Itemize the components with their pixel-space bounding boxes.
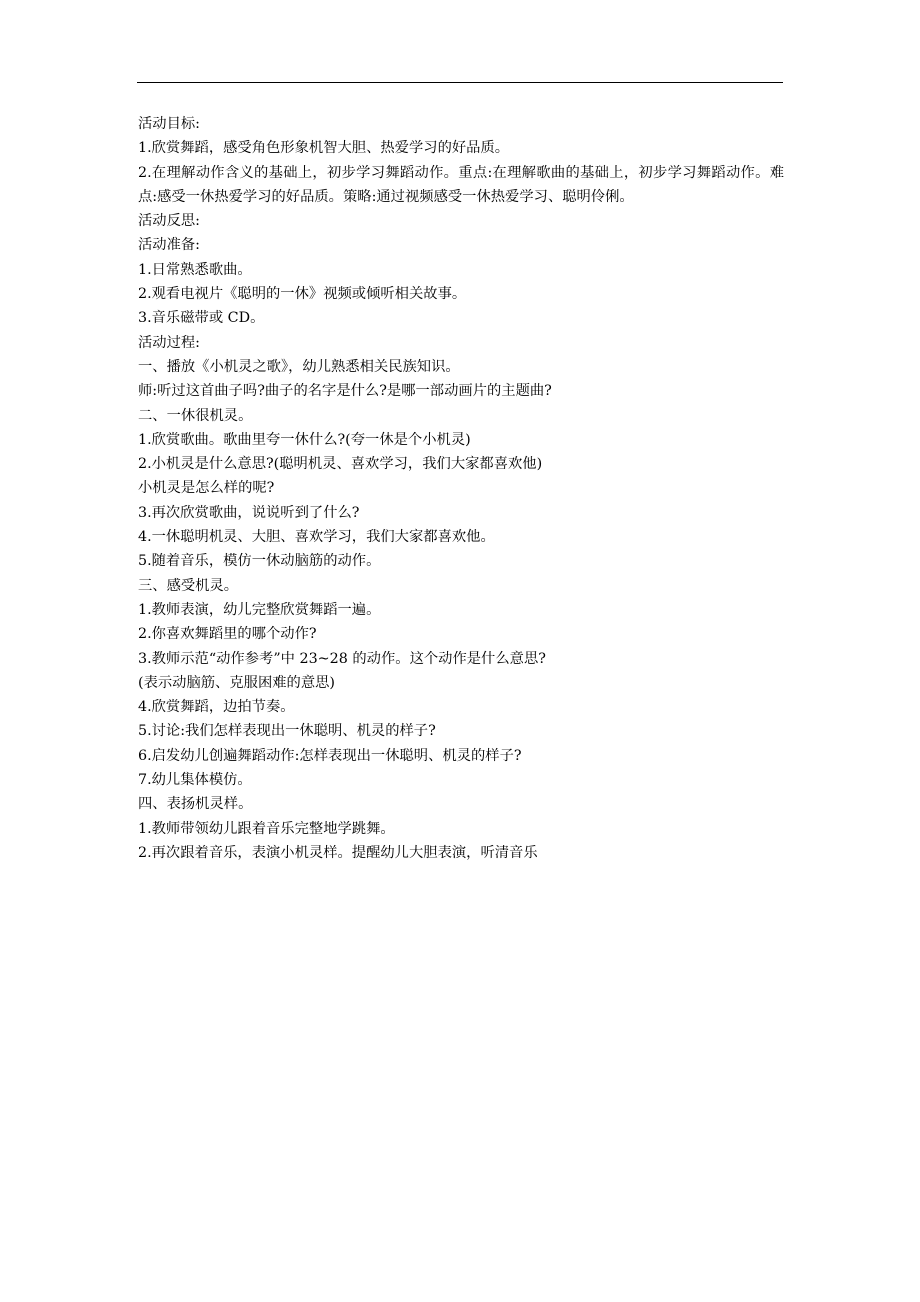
process-step-2-item-2b: 小机灵是怎么样的呢? [138, 480, 275, 497]
section-heading-reflection: 活动反思: [138, 213, 201, 230]
process-step-3-heading: 三、感受机灵。 [138, 577, 239, 594]
section-heading-goals: 活动目标: [138, 116, 201, 132]
preparation-item-3: 3.音乐磁带或 CD。 [138, 310, 265, 327]
process-step-3-item-1: 1.教师表演，幼儿完整欣赏舞蹈一遍。 [138, 601, 381, 618]
process-step-2-item-3: 3.再次欣赏歌曲，说说听到了什么? [138, 504, 360, 521]
process-step-2-item-4: 4.一休聪明机灵、大胆、喜欢学习，我们大家都喜欢他。 [138, 529, 495, 546]
process-step-3-item-6: 6.启发幼儿创遍舞蹈动作:怎样表现出一休聪明、机灵的样子? [138, 747, 522, 764]
section-heading-process: 活动过程: [138, 334, 201, 351]
process-step-3-item-4: 4.欣赏舞蹈，边拍节奏。 [138, 699, 295, 716]
process-step-4-item-1: 1.教师带领幼儿跟着音乐完整地学跳舞。 [138, 820, 395, 837]
process-step-1-text: 师:听过这首曲子吗?曲子的名字是什么?是哪一部动画片的主题曲? [138, 383, 552, 400]
process-step-3-item-5: 5.讨论:我们怎样表现出一休聪明、机灵的样子? [138, 723, 436, 740]
process-step-1-heading: 一、播放《小机灵之歌》，幼儿熟悉相关民族知识。 [138, 358, 460, 375]
process-step-2-item-2: 2.小机灵是什么意思?(聪明机灵、喜欢学习，我们大家都喜欢他) [138, 456, 543, 473]
process-step-4-item-2: 2.再次跟着音乐，表演小机灵样。提醒幼儿大胆表演，听清音乐 [138, 844, 538, 861]
process-step-3-item-2: 2.你喜欢舞蹈里的哪个动作? [138, 626, 317, 643]
goal-item-1: 1.欣赏舞蹈，感受角色形象机智大胆、热爱学习的好品质。 [138, 140, 510, 157]
goal-item-2: 2.在理解动作含义的基础上，初步学习舞蹈动作。重点:在理解歌曲的基础上，初步学习舞蹈动作。难点:感受一休热爱学习的好品质。策略:通过视频感受一休热爱学习、聪明伶俐。 [138, 164, 784, 205]
document-body [138, 112, 786, 865]
process-step-2-item-1: 1.欣赏歌曲。歌曲里夸一休什么?(夸一休是个小机灵) [138, 431, 471, 448]
process-step-3-item-3: 3.教师示范“动作参考”中 23~28 的动作。这个动作是什么意思? [138, 650, 546, 667]
preparation-item-2: 2.观看电视片《聪明的一休》视频或倾听相关故事。 [138, 286, 467, 303]
process-step-2-heading: 二、一休很机灵。 [138, 407, 253, 424]
section-heading-preparation: 活动准备: [138, 237, 201, 254]
process-step-3-item-3b: (表示动脑筋、克服困难的意思) [138, 674, 336, 691]
header-rule [137, 82, 783, 83]
preparation-item-1: 1.日常熟悉歌曲。 [138, 261, 252, 278]
process-step-4-heading: 四、表扬机灵样。 [138, 796, 253, 813]
process-step-3-item-7: 7.幼儿集体模仿。 [138, 772, 252, 789]
process-step-2-item-5: 5.随着音乐，模仿一休动脑筋的动作。 [138, 553, 381, 570]
